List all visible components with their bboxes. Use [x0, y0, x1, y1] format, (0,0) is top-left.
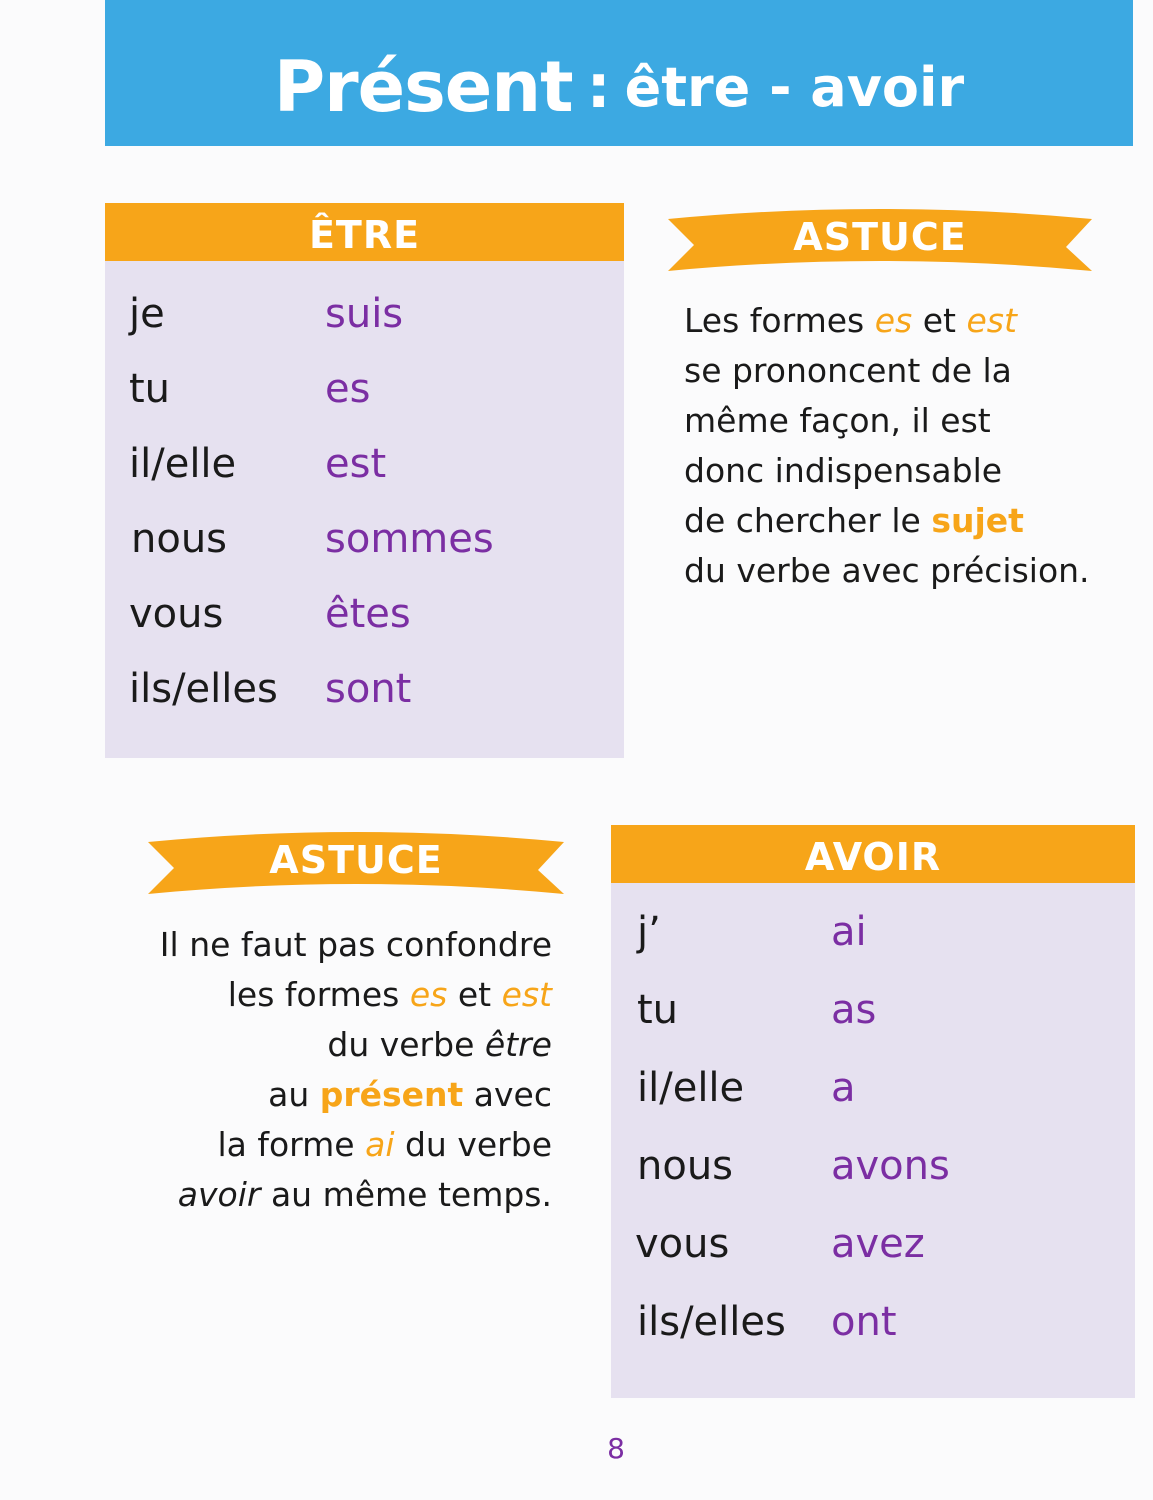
pronoun: vous: [129, 591, 224, 637]
etre-header: ÊTRE: [105, 203, 624, 261]
verb-form: êtes: [325, 591, 411, 637]
pronoun: il/elle: [129, 441, 237, 487]
verb-form: ont: [831, 1299, 897, 1345]
tip-line: [684, 496, 1134, 546]
page-number: 8: [607, 1432, 625, 1465]
verb-form: avez: [831, 1221, 925, 1267]
tip-text: et: [447, 975, 502, 1014]
tip-2-text: [108, 920, 552, 1220]
astuce-ribbon-1: [668, 205, 1092, 283]
tip-highlight: est: [501, 975, 552, 1014]
astuce-ribbon-label: ASTUCE: [269, 838, 443, 882]
tip-line: [108, 970, 552, 1020]
pronoun: j’: [637, 909, 661, 955]
tip-text: au: [268, 1075, 320, 1114]
tip-line: [684, 296, 1134, 346]
tip-text: du verbe: [394, 1125, 552, 1164]
pronoun: il/elle: [637, 1065, 745, 1111]
tip-line: même façon, il est: [684, 401, 991, 440]
tip-highlight: présent: [319, 1075, 464, 1114]
tip-text: les formes: [227, 975, 410, 1014]
tip-italic: être: [484, 1025, 552, 1064]
pronoun: nous: [637, 1143, 734, 1189]
tip-line: [108, 1170, 552, 1220]
verb-form: es: [325, 366, 371, 412]
tip-text: du verbe: [327, 1025, 485, 1064]
tip-highlight: es: [874, 301, 913, 340]
tip-line: [108, 1070, 552, 1120]
verb-form: sont: [325, 666, 412, 712]
astuce-ribbon-2: [148, 828, 564, 906]
title-bar: [105, 0, 1133, 146]
verb-form: est: [325, 441, 387, 487]
tip-highlight: ai: [365, 1125, 395, 1164]
pronoun: je: [129, 291, 165, 337]
title-separator: :: [586, 52, 611, 122]
tip-line: [108, 1020, 552, 1070]
tip-highlight: sujet: [931, 501, 1024, 540]
tip-highlight: est: [966, 301, 1017, 340]
verb-form: avons: [831, 1143, 950, 1189]
pronoun: nous: [131, 516, 228, 562]
verb-form: ai: [831, 909, 867, 955]
tip-line: Il ne faut pas confondre: [159, 925, 552, 964]
tip-italic: avoir: [177, 1175, 261, 1214]
tip-line: se prononcent de la: [684, 351, 1012, 390]
avoir-header: AVOIR: [611, 825, 1135, 883]
page-title: Présent: [273, 46, 573, 128]
verb-form: a: [831, 1065, 856, 1111]
tip-text: et: [912, 301, 967, 340]
tip-text: de chercher le: [684, 501, 932, 540]
pronoun: vous: [635, 1221, 730, 1267]
pronoun: ils/elles: [129, 666, 278, 712]
pronoun: tu: [637, 987, 679, 1033]
verb-form: sommes: [325, 516, 494, 562]
verb-form: as: [831, 987, 877, 1033]
tip-line: [108, 1120, 552, 1170]
page-subtitle: être - avoir: [624, 55, 965, 119]
tip-text: Les formes: [684, 301, 875, 340]
tip-text: avec: [463, 1075, 552, 1114]
verb-form: suis: [325, 291, 404, 337]
pronoun: ils/elles: [637, 1299, 786, 1345]
tip-1-text: [684, 296, 1134, 596]
tip-highlight: es: [409, 975, 448, 1014]
etre-conjugation-table: [105, 203, 624, 758]
avoir-conjugation-table: [611, 825, 1135, 1398]
pronoun: tu: [129, 366, 171, 412]
tip-text: au même temps.: [260, 1175, 552, 1214]
tip-line: donc indispensable: [684, 451, 1003, 490]
astuce-ribbon-label: ASTUCE: [793, 215, 967, 259]
tip-text: la forme: [217, 1125, 366, 1164]
tip-line: du verbe avec précision.: [684, 551, 1090, 590]
